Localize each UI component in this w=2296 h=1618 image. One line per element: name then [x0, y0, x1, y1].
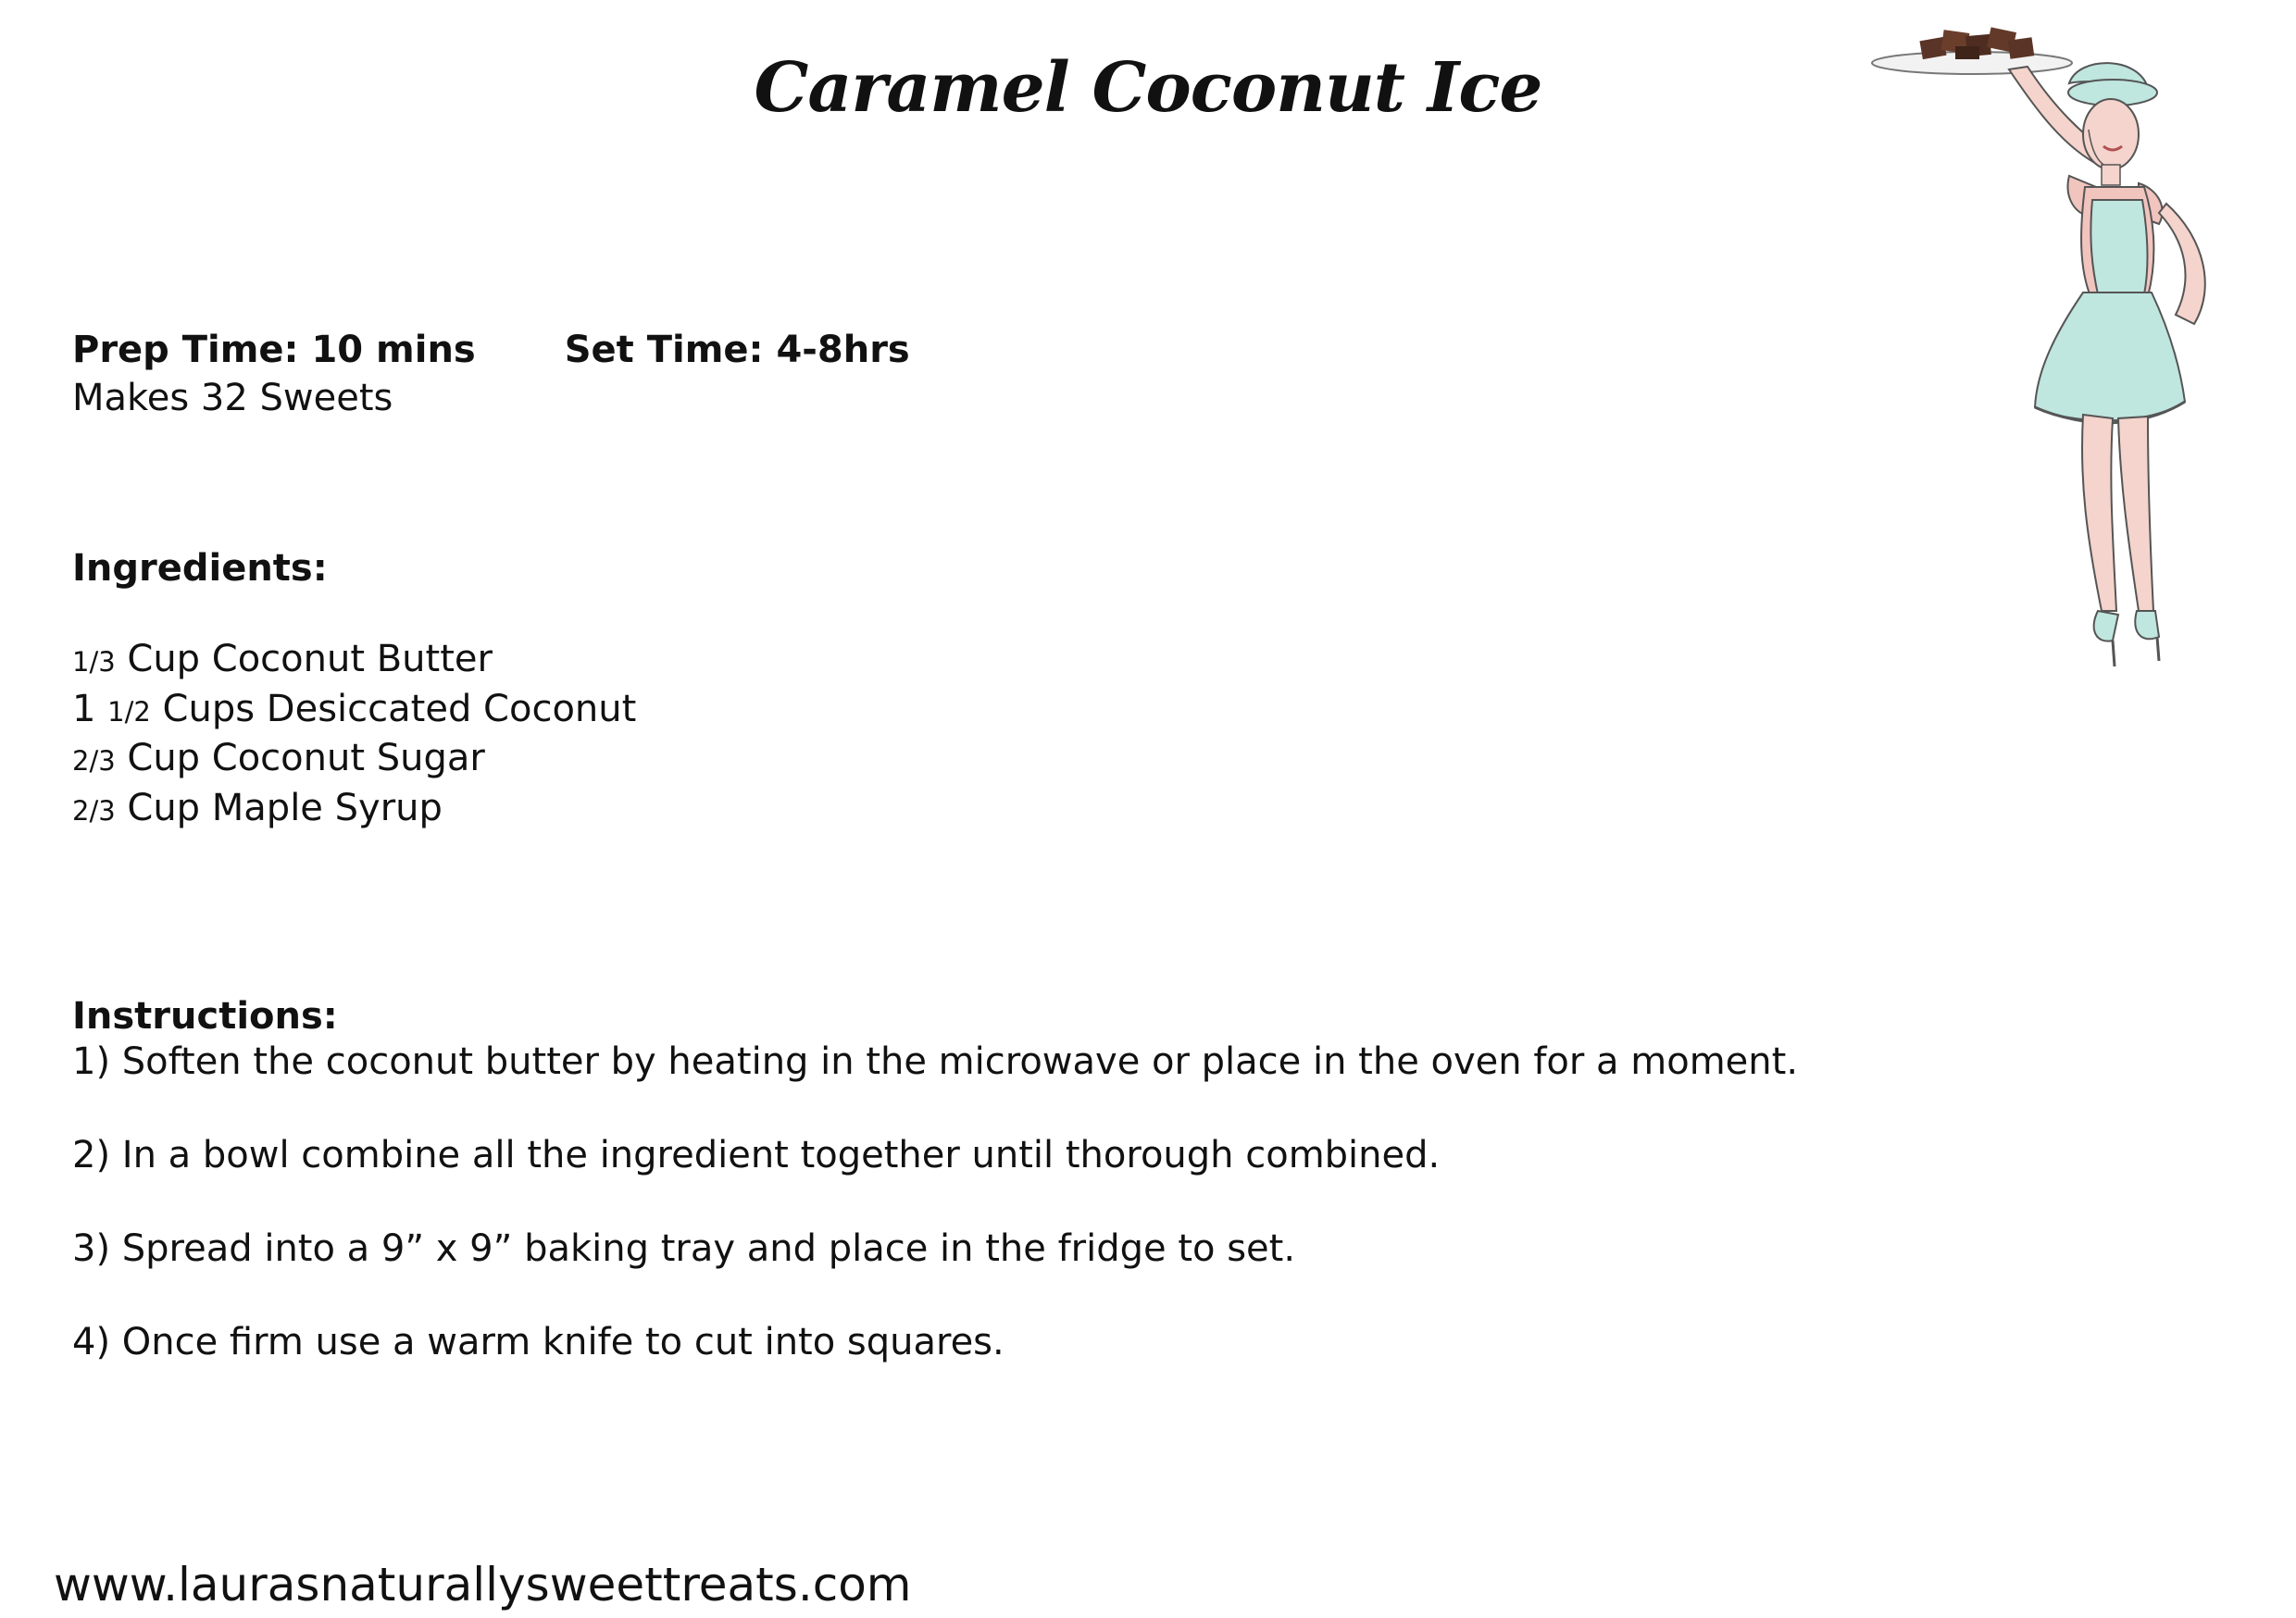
- instruction-step: 4) Once firm use a warm knife to cut into squares.: [72, 1321, 1004, 1363]
- pinup-chef-icon: [1870, 19, 2259, 703]
- recipe-meta: [72, 326, 910, 422]
- prep-time: Prep Time: 10 mins: [72, 329, 476, 371]
- yield: Makes 32 Sweets: [72, 377, 393, 419]
- ingredient-item: 2/3 Cup Coconut Sugar: [72, 737, 485, 779]
- ingredient-item: 2/3 Cup Maple Syrup: [72, 786, 443, 829]
- ingredient-item: 1/3 Cup Coconut Butter: [72, 638, 493, 680]
- website-url: www.laurasnaturallysweettreats.com: [54, 1558, 912, 1612]
- instruction-step: 2) In a bowl combine all the ingredient together until thorough combined.: [72, 1134, 1441, 1176]
- time-row: [72, 326, 910, 374]
- instruction-step: 1) Soften the coconut butter by heating in the microwave or place in the oven for a moment.: [72, 1040, 1799, 1083]
- ingredients-list: [72, 636, 636, 834]
- recipe-title: Caramel Coconut Ice: [754, 48, 1542, 128]
- instruction-step: 3) Spread into a 9” x 9” baking tray and place in the fridge to set.: [72, 1227, 1296, 1270]
- ingredients-heading: Ingredients:: [72, 547, 328, 590]
- instructions-list: [72, 1039, 1798, 1413]
- ingredient-item: 1 1/2 Cups Desiccated Coconut: [72, 687, 637, 730]
- instructions-heading: Instructions:: [72, 995, 338, 1038]
- set-time: Set Time: 4-8hrs: [564, 329, 910, 371]
